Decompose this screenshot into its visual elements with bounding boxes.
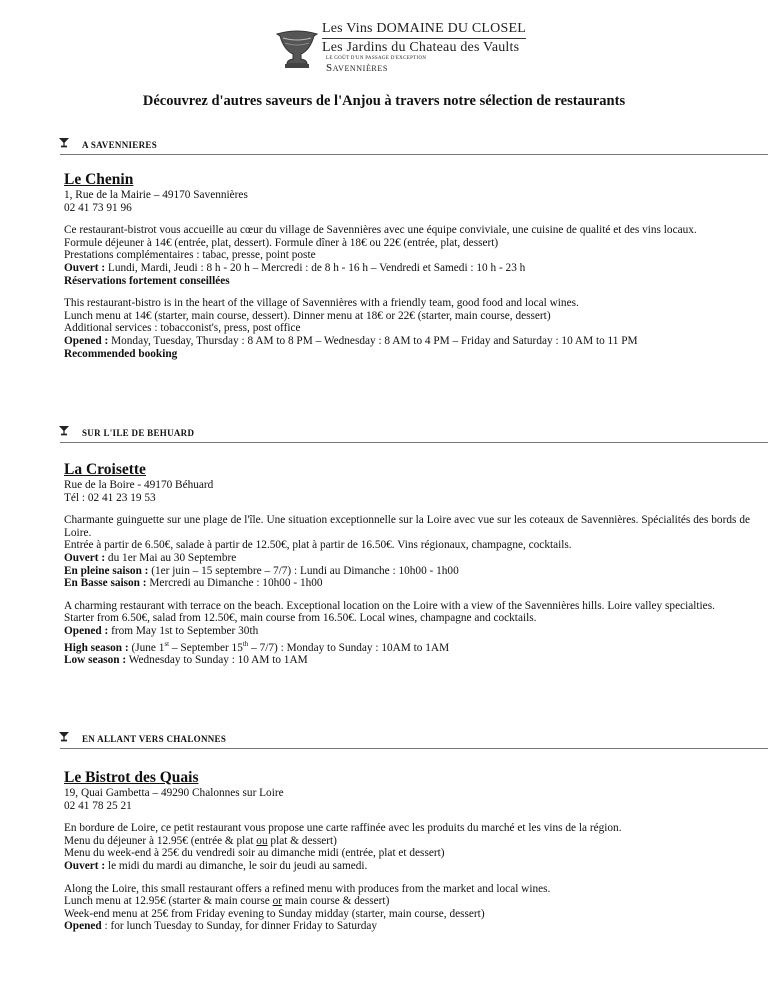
menu-fr: Formule déjeuner à 14€ (entrée, plat, dessert). Formule dîner à 18€ ou 22€ (entrée, plat, dessert) — [64, 236, 499, 249]
section-header-behuard — [60, 424, 768, 443]
page-title: Découvrez d'autres saveurs de l'Anjou à travers notre sélection de restaurants — [142, 93, 626, 109]
restaurant-name: Le Chenin — [64, 171, 134, 188]
hours-text: le midi du mardi au dimanche, le soir du jeudi au samedi. — [105, 859, 368, 872]
high-season-label: En pleine saison : — [64, 564, 149, 577]
hours-label: Ouvert : — [64, 859, 106, 872]
restaurant-phone: 02 41 73 91 96 — [64, 201, 132, 214]
hours-fr — [64, 262, 750, 275]
restaurant-name: Le Bistrot des Quais — [64, 769, 199, 786]
urn-icon — [274, 26, 320, 70]
high-season-text: – 7/7) : Monday to Sunday : 10AM to 1AM — [248, 641, 450, 654]
restaurant-address: 19, Quai Gambetta – 49290 Chalonnes sur Loire — [64, 787, 284, 799]
low-season-label: En Basse saison : — [64, 577, 147, 590]
letterhead — [0, 22, 768, 82]
booking-text: Recommended booking — [64, 347, 178, 360]
brand-tagline: LE GOÛT D'UN PASSAGE D'EXCEPTION — [326, 56, 427, 61]
restaurant-phone: 02 41 78 25 21 — [64, 799, 132, 812]
hours-label: Ouvert : — [64, 551, 106, 564]
restaurant-name: La Croisette — [64, 461, 146, 478]
high-season-en — [64, 638, 750, 654]
menu-or: ou — [256, 834, 268, 847]
description-en: This restaurant-bistro is in the heart of the village of Savennières with a friendly team, good food and local wines. — [64, 297, 579, 310]
wine-glass-icon — [58, 426, 70, 436]
booking-en — [64, 348, 750, 361]
restaurant-address: Rue de la Boire - 49170 Béhuard — [64, 479, 214, 491]
high-season-label: High season : — [64, 641, 129, 654]
menu-en: Lunch menu at 14€ (starter, main course, dessert). Dinner menu at 18€ or 22€ (starter, main course, dessert) — [64, 309, 551, 322]
brand-line-1: Les Vins DOMAINE DU CLOSEL — [322, 21, 526, 36]
wine-glass-icon — [58, 732, 70, 742]
section-title: SUR L'ILE DE BEHUARD — [82, 428, 195, 438]
services-en: Additional services : tobacconist's, press, post office — [64, 322, 301, 335]
menu-en — [64, 895, 750, 908]
hours-text: from May 1st to September 30th — [108, 624, 259, 637]
high-season-fr — [64, 565, 750, 578]
section-header-savennieres — [60, 136, 768, 155]
description-en: A charming restaurant with terrace on the beach. Exceptional location on the Loire with a view of the Savennières hills. Loire valley specialties. — [64, 599, 715, 612]
hours-text: du 1er Mai au 30 Septembre — [105, 551, 237, 564]
low-season-text: Mercredi au Dimanche : 10h00 - 1h00 — [146, 577, 323, 590]
booking-text: Réservations fortement conseillées — [64, 274, 230, 287]
ordinal-suffix: th — [242, 639, 249, 648]
hours-fr — [64, 552, 750, 565]
wine-glass-icon — [58, 138, 70, 148]
restaurant-le-chenin — [64, 172, 750, 360]
prices-fr: Entrée à partir de 6.50€, salade à partir de 12.50€, plat à partir de 16.50€. Vins régionaux, champagne, cocktails. — [64, 539, 572, 552]
prices-en: Starter from 6.50€, salad from 12.50€, main course from 16.50€. Local wines, champagne and cocktails. — [64, 612, 537, 625]
restaurant-phone: Tél : 02 41 23 19 53 — [64, 491, 156, 504]
hours-text: Monday, Tuesday, Thursday : 8 AM to 8 PM – Wednesday : 8 AM to 4 PM – Friday and Saturday : 10 AM to 11 PM — [108, 334, 638, 347]
low-season-fr — [64, 577, 750, 590]
menu-text: plat & dessert) — [267, 834, 337, 847]
section-header-chalonnes — [60, 730, 768, 749]
section-title: EN ALLANT VERS CHALONNES — [82, 734, 227, 744]
low-season-label: Low season : — [64, 653, 127, 666]
high-season-text: (June 1 — [128, 641, 165, 654]
ordinal-suffix: st — [164, 639, 170, 648]
booking-fr — [64, 275, 750, 288]
brand-line-2: Les Jardins du Chateau des Vaults — [322, 38, 526, 55]
description-fr: Charmante guinguette sur une plage de l'île. Une situation exceptionnelle sur la Loire avec vue sur les coteaux de Savennières. Spécialités des bords de Loire. — [64, 514, 750, 539]
hours-en — [64, 920, 750, 933]
hours-en — [64, 625, 750, 638]
menu-text: Menu du déjeuner à 12.95€ (entrée & plat — [64, 834, 257, 847]
hours-fr — [64, 860, 750, 873]
high-season-text: – September 15 — [169, 641, 243, 654]
weekend-menu-en: Week-end menu at 25€ from Friday evening to Sunday midday (starter, main course, dessert) — [64, 907, 485, 920]
hours-text: : for lunch Tuesday to Sunday, for dinner Friday to Saturday — [101, 920, 378, 933]
services-fr: Prestations complémentaires : tabac, presse, point poste — [64, 249, 316, 262]
menu-text: main course & dessert) — [282, 895, 390, 908]
restaurant-bistrot-des-quais — [64, 770, 750, 933]
hours-en — [64, 335, 750, 348]
description-en: Along the Loire, this small restaurant offers a refined menu with produces from the market and local wines. — [64, 882, 551, 895]
description-fr: En bordure de Loire, ce petit restaurant vous propose une carte raffinée avec les produits du marché et les vins de la région. — [64, 822, 622, 835]
brand-block — [322, 22, 526, 75]
hours-label: Ouvert : — [64, 261, 106, 274]
hours-label: Opened — [64, 920, 102, 933]
low-season-en — [64, 654, 750, 667]
weekend-menu-fr: Menu du week-end à 25€ du vendredi soir au dimanche midi (entrée, plat et dessert) — [64, 847, 445, 860]
high-season-text: (1er juin – 15 septembre – 7/7) : Lundi au Dimanche : 10h00 - 1h00 — [148, 564, 459, 577]
hours-text: Lundi, Mardi, Jeudi : 8 h - 20 h – Mercredi : de 8 h - 16 h – Vendredi et Samedi : 10 h - 23 h — [105, 261, 526, 274]
description-fr: Ce restaurant-bistrot vous accueille au cœur du village de Savennières avec une équipe conviviale, une cuisine de qualité et des vins locaux. — [64, 224, 697, 237]
hours-label: Opened : — [64, 334, 109, 347]
menu-or: or — [272, 895, 283, 908]
restaurant-la-croisette — [64, 462, 750, 666]
restaurant-address: 1, Rue de la Mairie – 49170 Savennières — [64, 189, 248, 201]
section-title: A SAVENNIERES — [82, 140, 158, 150]
low-season-text: Wednesday to Sunday : 10 AM to 1AM — [126, 653, 308, 666]
hours-label: Opened : — [64, 624, 109, 637]
menu-text: Lunch menu at 12.95€ (starter & main course — [64, 895, 273, 908]
brand-town: Savennières — [326, 62, 388, 74]
menu-fr — [64, 835, 750, 848]
